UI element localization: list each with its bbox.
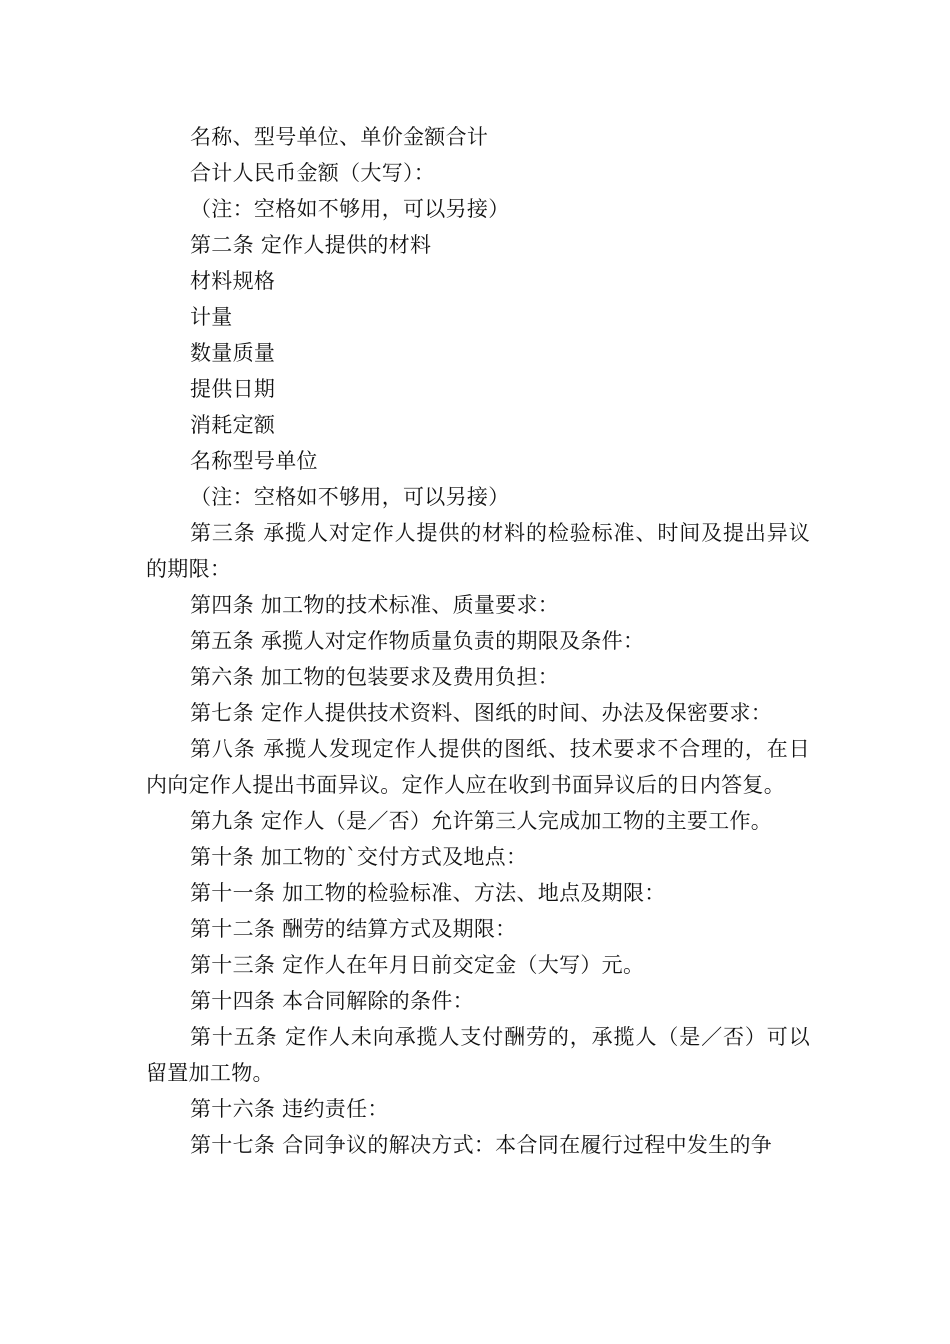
article-10: 第十条 加工物的`交付方式及地点： [190,845,528,869]
article-4: 第四条 加工物的技术标准、质量要求： [190,593,560,617]
supply-date-line: 提供日期 [190,377,276,401]
name-model-unit-line: 名称型号单位 [190,449,318,473]
consumption-quota-line: 消耗定额 [190,413,276,437]
article-13: 第十三条 定作人在年月日前交定金（大写）元。 [190,953,645,977]
item-name-row: 名称、型号单位、单价金额合计 [190,125,489,149]
article-12: 第十二条 酬劳的结算方式及期限： [190,917,517,941]
article-11: 第十一条 加工物的检验标准、方法、地点及期限： [190,881,666,905]
article-15: 第十五条 定作人未向承揽人支付酬劳的，承揽人（是／否）可以留置加工物。 [146,1025,810,1085]
total-amount-line: 合计人民币金额（大写）： [190,161,436,185]
article-16: 第十六条 违约责任： [190,1097,389,1121]
article-14: 第十四条 本合同解除的条件： [190,989,474,1013]
article-3: 第三条 承揽人对定作人提供的材料的检验标准、时间及提出异议的期限： [146,521,810,581]
article-17: 第十七条 合同争议的解决方式：本合同在履行过程中发生的争 [190,1133,773,1157]
article-6: 第六条 加工物的包装要求及费用负担： [190,665,560,689]
article-8: 第八条 承揽人发现定作人提供的图纸、技术要求不合理的，在日内向定作人提出书面异议。定作人应在收到书面异议后的日内答复。 [146,737,810,797]
document-body [146,119,810,1163]
material-spec-line: 材料规格 [190,269,276,293]
note-line-2: （注：空格如不够用，可以另接） [190,485,510,509]
article-5: 第五条 承揽人对定作物质量负责的期限及条件： [190,629,645,653]
quantity-quality-line: 数量质量 [190,341,276,365]
note-line: （注：空格如不够用，可以另接） [190,197,510,221]
article-7: 第七条 定作人提供技术资料、图纸的时间、办法及保密要求： [190,701,773,725]
article-2-heading: 第二条 定作人提供的材料 [190,233,432,257]
article-9: 第九条 定作人（是／否）允许第三人完成加工物的主要工作。 [190,809,773,833]
measurement-line: 计量 [190,305,233,329]
